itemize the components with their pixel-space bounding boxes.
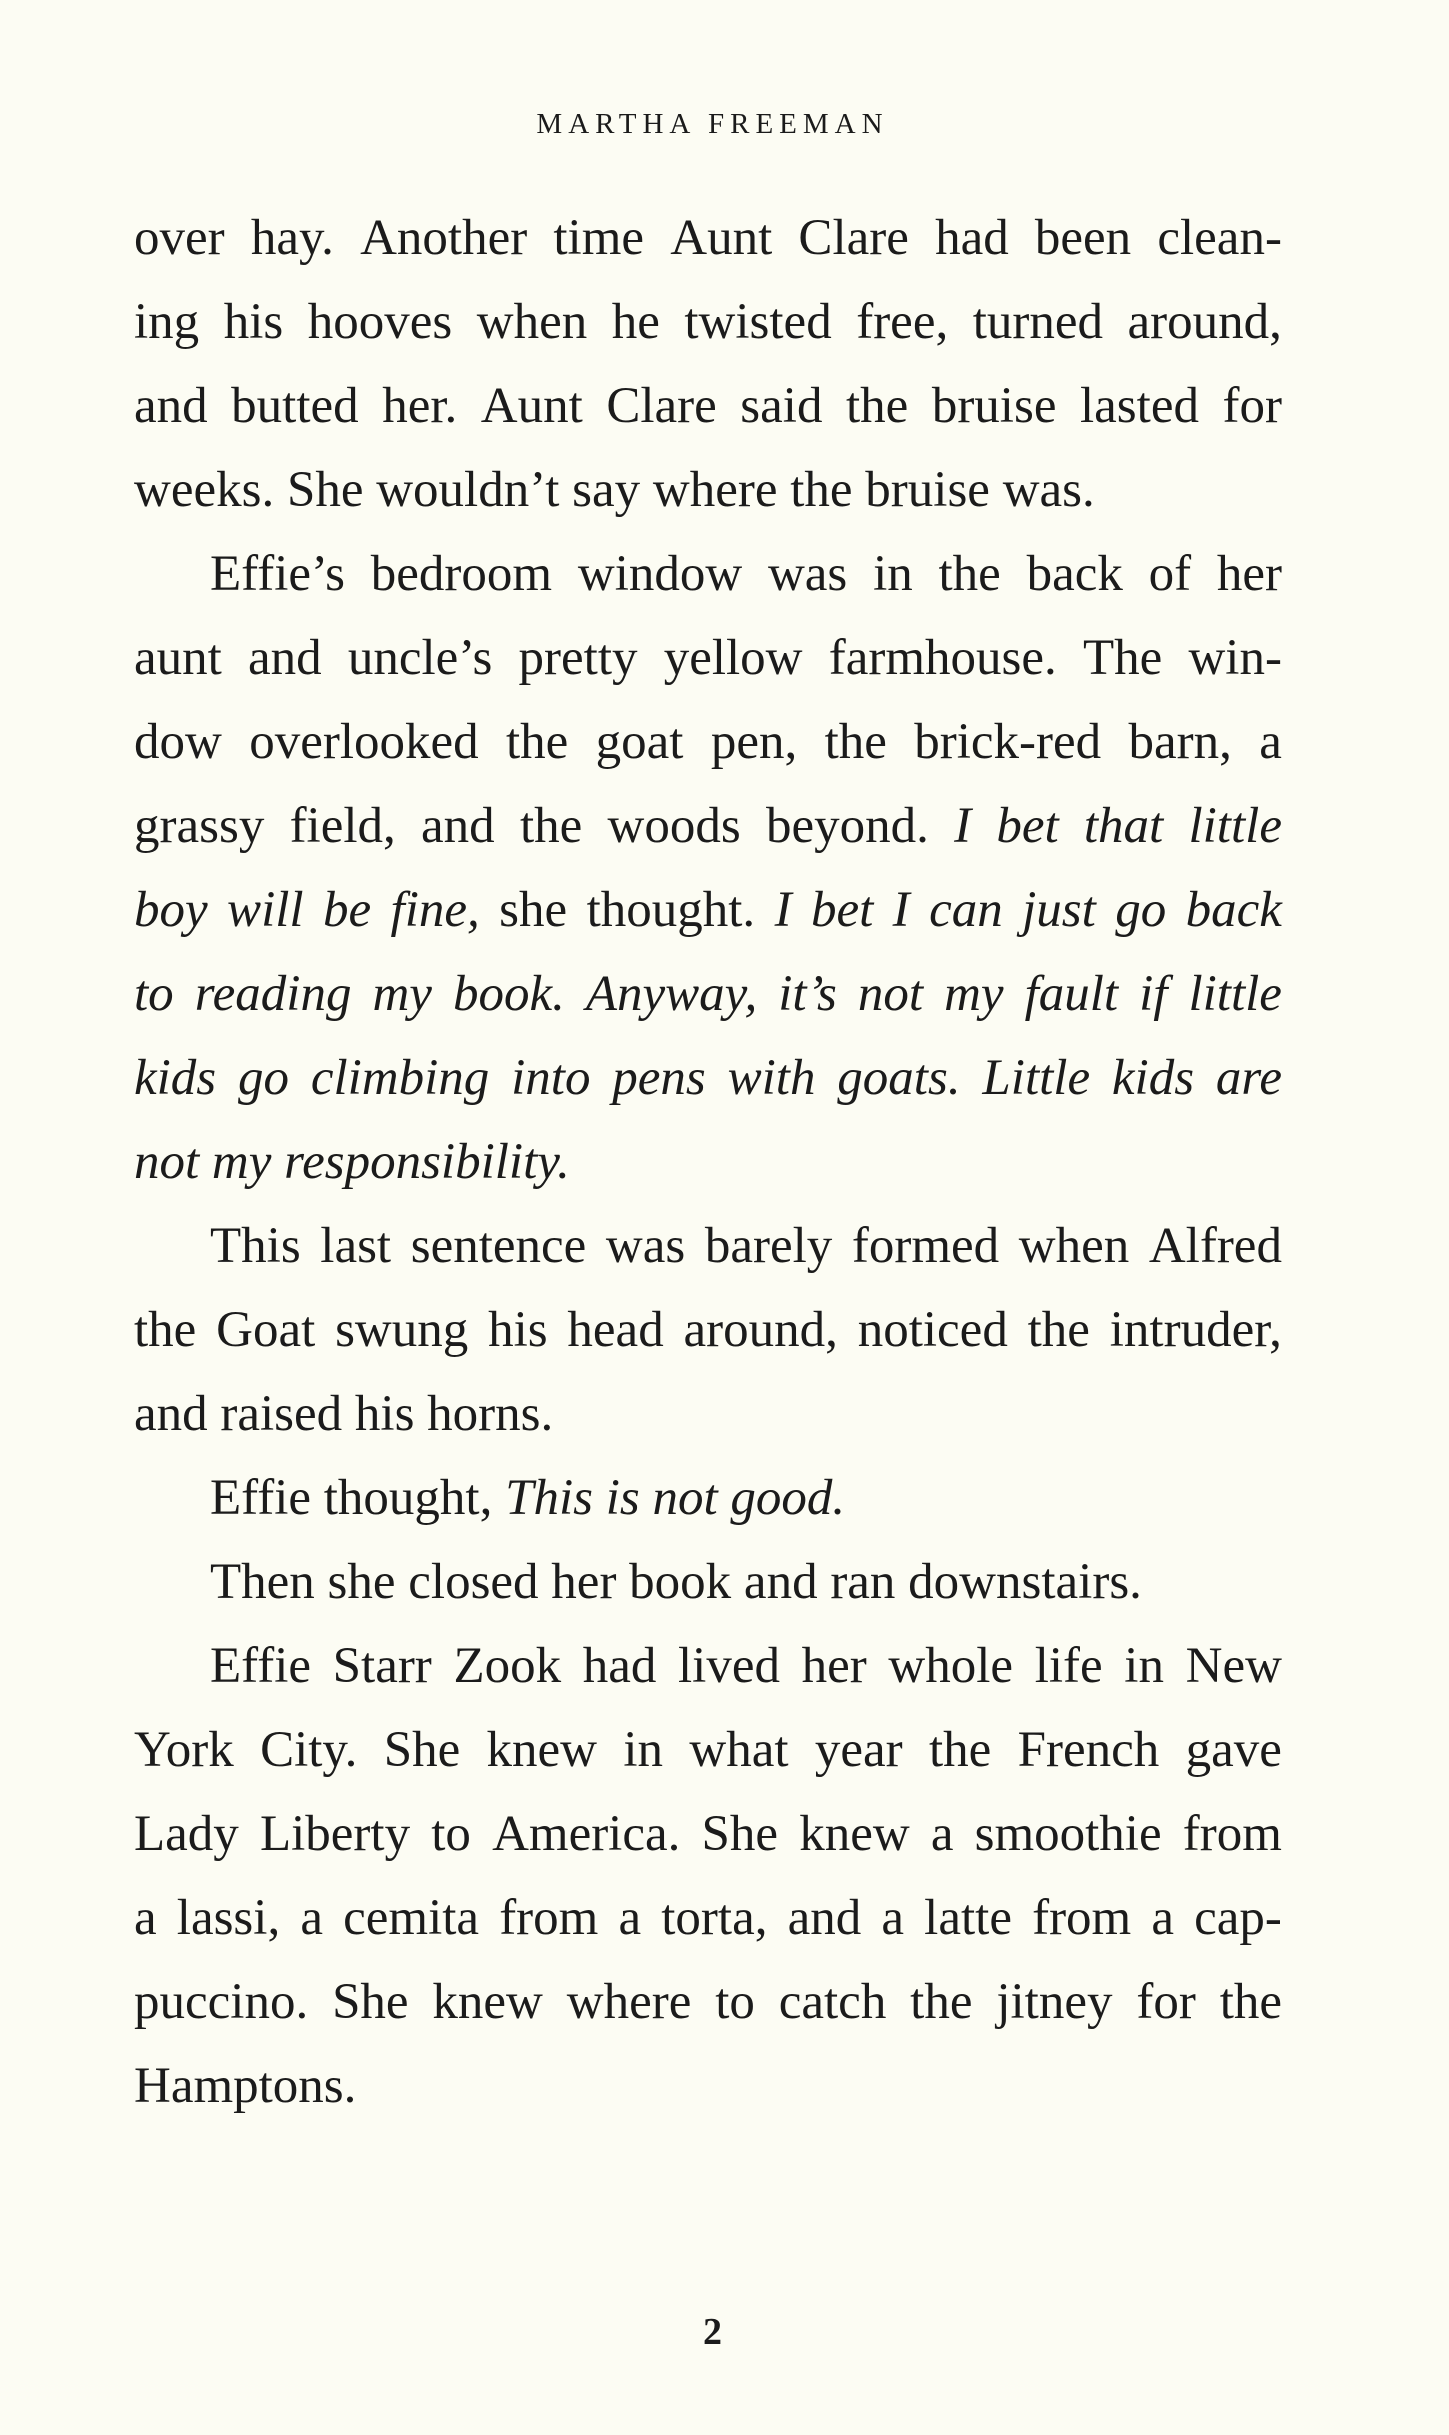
text-line: and butted her. Aunt Clare said the bruise lasted for [134, 378, 1282, 434]
text-line-last-italic: not my responsibility. [134, 1134, 570, 1190]
running-header-author: MARTHA FREEMAN [536, 108, 889, 140]
text-line-paragraph-start: Effie’s bedroom window was in the back of her [210, 546, 1282, 602]
body-text [134, 196, 1282, 2128]
text-line-last: Hamptons. [134, 2058, 357, 2114]
text-line-paragraph-start: Effie thought, This is not good. [210, 1470, 846, 1526]
text-line: York City. She knew in what year the French gave [134, 1722, 1282, 1778]
text-line: grassy field, and the woods beyond. I bet that little [134, 798, 1282, 854]
text-line: ing his hooves when he twisted free, turned around, [134, 294, 1282, 350]
text-line-paragraph-start: Then she closed her book and ran downstairs. [210, 1554, 1142, 1610]
text-line: a lassi, a cemita from a torta, and a latte from a cap- [134, 1890, 1282, 1946]
text-line: dow overlooked the goat pen, the brick-red barn, a [134, 714, 1282, 770]
text-line: over hay. Another time Aunt Clare had been clean- [134, 210, 1282, 266]
text-line: Lady Liberty to America. She knew a smoothie from [134, 1806, 1282, 1862]
text-line: puccino. She knew where to catch the jitney for the [134, 1974, 1282, 2030]
text-line-italic: kids go climbing into pens with goats. Little kids are [134, 1050, 1282, 1106]
text-line: the Goat swung his head around, noticed the intruder, [134, 1302, 1282, 1358]
text-line: boy will be fine, she thought. I bet I can just go back [134, 882, 1282, 938]
text-line-last: weeks. She wouldn’t say where the bruise was. [134, 462, 1095, 518]
text-line-last: and raised his horns. [134, 1386, 554, 1442]
text-line: aunt and uncle’s pretty yellow farmhouse. The win- [134, 630, 1282, 686]
page-number: 2 [703, 2311, 722, 2353]
text-line-paragraph-start: This last sentence was barely formed when Alfred [210, 1218, 1282, 1274]
text-line-italic: to reading my book. Anyway, it’s not my fault if little [134, 966, 1282, 1022]
text-line-paragraph-start: Effie Starr Zook had lived her whole life in New [210, 1638, 1282, 1694]
